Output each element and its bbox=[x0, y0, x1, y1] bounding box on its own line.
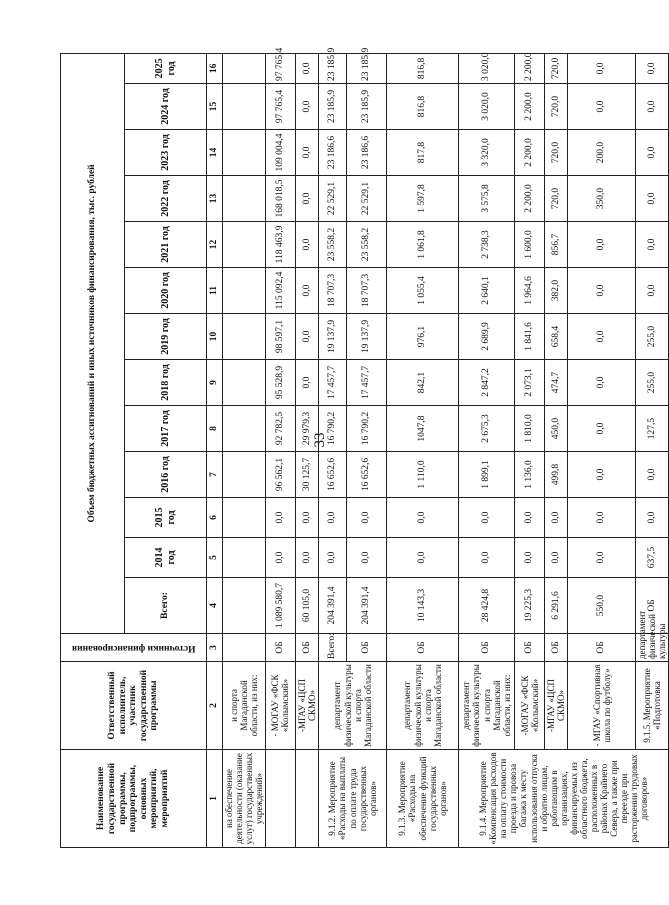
year-value-cell: 0,0 bbox=[459, 498, 515, 538]
program-name-cell: 9.1.4. Мероприятие «Компенсация расходов на оплату стоимости проезда и провоза багажа к месту использования отпуска и обратно лицам, работающим в организациях, финансируемых из областного бюджета, расположенных в районах Крайнего Севера, а также при переезде при расторжении трудовых договоров» bbox=[459, 750, 669, 848]
year-value-cell bbox=[222, 406, 265, 452]
table-row bbox=[265, 53, 295, 847]
year-value-cell: 96 562,1 bbox=[265, 452, 295, 498]
year-value-cell: 0,0 bbox=[295, 176, 318, 222]
year-value-cell: 499,8 bbox=[545, 452, 568, 498]
total-value-cell: 6 291,6 bbox=[545, 578, 568, 634]
year-value-cell: 0,0 bbox=[295, 53, 318, 83]
year-value-cell: 1 964,6 bbox=[515, 268, 545, 314]
funding-source-cell: ОБ bbox=[295, 634, 318, 662]
year-value-cell: 0,0 bbox=[319, 498, 347, 538]
year-value-cell: 720,0 bbox=[545, 130, 568, 176]
executor-cell: -МОГАУ «ФСК «Колымский» bbox=[515, 662, 545, 750]
year-value-cell: 0,0 bbox=[295, 268, 318, 314]
column-number: 9 bbox=[207, 360, 223, 406]
funding-source-cell: Всего: bbox=[319, 634, 347, 662]
year-value-cell bbox=[222, 268, 265, 314]
year-value-cell: 0,0 bbox=[636, 498, 669, 538]
year-value-cell: 95 528,9 bbox=[265, 360, 295, 406]
year-value-cell: 0,0 bbox=[636, 53, 669, 83]
funding-source-cell: ОБ bbox=[545, 634, 568, 662]
year-value-cell: 0,0 bbox=[568, 406, 636, 452]
year-value-cell: 109 004,4 bbox=[265, 130, 295, 176]
total-value-cell: 204 391,4 bbox=[319, 578, 347, 634]
year-value-cell: 0,0 bbox=[295, 538, 318, 578]
year-value-cell: 350,0 bbox=[568, 176, 636, 222]
year-value-cell: 0,0 bbox=[636, 84, 669, 130]
year-value-cell: 3 020,0 bbox=[459, 53, 515, 83]
year-value-cell: 23 558,2 bbox=[347, 222, 387, 268]
year-value-cell: 16 652,6 bbox=[319, 452, 347, 498]
year-value-cell: 0,0 bbox=[636, 130, 669, 176]
year-value-cell: 1 600,0 bbox=[515, 222, 545, 268]
header-year: 2024 год bbox=[125, 84, 207, 130]
total-value-cell: 28 424,8 bbox=[459, 578, 515, 634]
year-value-cell: 0,0 bbox=[319, 538, 347, 578]
year-value-cell: 450,0 bbox=[545, 406, 568, 452]
program-name-cell bbox=[265, 750, 295, 848]
year-value-cell: 23 185,9 bbox=[319, 53, 347, 83]
year-value-cell: 3 575,8 bbox=[459, 176, 515, 222]
total-value-cell: 10 143,3 bbox=[387, 578, 459, 634]
year-value-cell: 816,8 bbox=[387, 84, 459, 130]
year-value-cell: 2 200,0 bbox=[515, 176, 545, 222]
column-number: 13 bbox=[207, 176, 223, 222]
year-value-cell: 23 558,2 bbox=[319, 222, 347, 268]
executor-cell: департамент физической культуры и спорта Магаданской области bbox=[387, 662, 459, 750]
year-value-cell bbox=[222, 176, 265, 222]
header-program-name: Наименование государственной программы, подпрограммы, основных мероприятий, мероприятий bbox=[61, 750, 207, 848]
table-body bbox=[222, 47, 669, 847]
year-value-cell: 1 055,4 bbox=[387, 268, 459, 314]
year-value-cell: 115 092,4 bbox=[265, 268, 295, 314]
executor-cell: - МГАУ «Спортивная школа по футболу» bbox=[568, 662, 636, 750]
year-value-cell: 0,0 bbox=[515, 538, 545, 578]
column-number: 1 bbox=[207, 750, 223, 848]
year-value-cell: 2 675,3 bbox=[459, 406, 515, 452]
header-year: 2025 год bbox=[125, 53, 207, 83]
funding-source-cell: ОБ bbox=[636, 578, 669, 634]
funding-source-cell: ОБ bbox=[515, 634, 545, 662]
header-year: 2016 год bbox=[125, 452, 207, 498]
year-value-cell: 0,0 bbox=[515, 498, 545, 538]
year-value-cell: 23 186,6 bbox=[347, 130, 387, 176]
total-value-cell: 1 089 580,7 bbox=[265, 578, 295, 634]
table-row bbox=[515, 53, 545, 847]
executor-cell: - МОГАУ «ФСК «Колымский» bbox=[265, 662, 295, 750]
executor-cell: -МГАУ «ЦСП СКМО» bbox=[295, 662, 318, 750]
column-number: 7 bbox=[207, 452, 223, 498]
year-value-cell: 2 847,2 bbox=[459, 360, 515, 406]
header-year: 2015 год bbox=[125, 498, 207, 538]
year-value-cell: 2 200,0 bbox=[515, 84, 545, 130]
year-value-cell: 1 597,8 bbox=[387, 176, 459, 222]
year-value-cell bbox=[222, 53, 265, 83]
year-value-cell: 3 320,0 bbox=[459, 130, 515, 176]
year-value-cell: 2 073,1 bbox=[515, 360, 545, 406]
column-number-row bbox=[207, 53, 223, 847]
year-value-cell: 0,0 bbox=[347, 538, 387, 578]
funding-source-cell: ОБ bbox=[459, 634, 515, 662]
funding-source-cell: ОБ bbox=[568, 634, 636, 662]
year-value-cell: 0,0 bbox=[295, 130, 318, 176]
year-value-cell: 118 463,9 bbox=[265, 222, 295, 268]
header-funding-source bbox=[61, 634, 207, 662]
executor-cell: и спорта Магаданской области, из них: bbox=[222, 662, 265, 750]
column-number: 15 bbox=[207, 84, 223, 130]
program-name-cell bbox=[295, 750, 318, 848]
year-value-cell: 0,0 bbox=[568, 222, 636, 268]
year-value-cell: 168 018,5 bbox=[265, 176, 295, 222]
header-funding-source-text: Источники финансирования bbox=[71, 642, 196, 653]
year-value-cell: 2 738,3 bbox=[459, 222, 515, 268]
funding-source-cell bbox=[222, 634, 265, 662]
year-value-cell bbox=[222, 84, 265, 130]
year-value-cell: 0,0 bbox=[265, 498, 295, 538]
year-value-cell: 0,0 bbox=[636, 452, 669, 498]
column-number: 8 bbox=[207, 406, 223, 452]
year-value-cell: 2 200,0 bbox=[515, 53, 545, 83]
year-value-cell: 23 185,9 bbox=[319, 84, 347, 130]
year-value-cell bbox=[222, 222, 265, 268]
year-value-cell: 0,0 bbox=[265, 538, 295, 578]
year-value-cell: 0,0 bbox=[295, 84, 318, 130]
column-number: 2 bbox=[207, 662, 223, 750]
year-value-cell: 0,0 bbox=[295, 498, 318, 538]
year-value-cell: 22 529,1 bbox=[347, 176, 387, 222]
year-value-cell: 16 790,2 bbox=[319, 406, 347, 452]
executor-cell: департамент физической культуры и спорта Магаданской области, из них: bbox=[459, 662, 515, 750]
column-number: 11 bbox=[207, 268, 223, 314]
total-value-cell: 637,5 bbox=[636, 538, 669, 578]
year-value-cell: 23 185,9 bbox=[347, 53, 387, 83]
year-value-cell: 0,0 bbox=[459, 538, 515, 578]
year-value-cell: 200,0 bbox=[568, 130, 636, 176]
header-year: 2017 год bbox=[125, 406, 207, 452]
year-value-cell: 0,0 bbox=[568, 84, 636, 130]
year-value-cell: 23 185,9 bbox=[347, 84, 387, 130]
column-number: 4 bbox=[207, 578, 223, 634]
column-number: 14 bbox=[207, 130, 223, 176]
year-value-cell: 0,0 bbox=[545, 538, 568, 578]
page-number: 33 bbox=[312, 432, 328, 448]
year-value-cell: 382,0 bbox=[545, 268, 568, 314]
year-value-cell bbox=[222, 538, 265, 578]
table-row bbox=[295, 53, 318, 847]
year-value-cell: 97 765,4 bbox=[265, 84, 295, 130]
table-row bbox=[222, 53, 265, 847]
year-value-cell: 16 790,2 bbox=[347, 406, 387, 452]
column-number: 5 bbox=[207, 538, 223, 578]
column-number: 3 bbox=[207, 634, 223, 662]
column-number: 6 bbox=[207, 498, 223, 538]
executor-cell: департамент физической культуры bbox=[636, 634, 669, 662]
year-value-cell: 0,0 bbox=[568, 498, 636, 538]
year-value-cell: 0,0 bbox=[568, 53, 636, 83]
year-value-cell: 22 529,1 bbox=[319, 176, 347, 222]
year-value-cell: 23 186,6 bbox=[319, 130, 347, 176]
header-year: 2023 год bbox=[125, 130, 207, 176]
year-value-cell: 16 652,6 bbox=[347, 452, 387, 498]
header-budget-group: Объем бюджетных ассигнований и иных источников финансирования, тыс. рублей bbox=[61, 53, 125, 633]
year-value-cell: 17 457,7 bbox=[347, 360, 387, 406]
year-value-cell: 19 137,9 bbox=[319, 314, 347, 360]
year-value-cell bbox=[222, 498, 265, 538]
program-name-cell: 9.1.5. Мероприятие «Подготовка bbox=[636, 662, 669, 750]
year-value-cell: 720,0 bbox=[545, 53, 568, 83]
year-value-cell: 0,0 bbox=[295, 314, 318, 360]
year-value-cell: 17 457,7 bbox=[319, 360, 347, 406]
year-value-cell: 1 136,0 bbox=[515, 452, 545, 498]
financing-table bbox=[60, 47, 669, 848]
header-executor: Ответственный исполнитель, участник государственной программы bbox=[61, 662, 207, 750]
column-number: 16 bbox=[207, 53, 223, 83]
program-name-cell: 9.1.3. Мероприятие «Расходы на обеспечение функций государственных органов» bbox=[387, 750, 459, 848]
year-value-cell: 2 689,9 bbox=[459, 314, 515, 360]
year-value-cell: 817,8 bbox=[387, 130, 459, 176]
year-value-cell: 1 110,0 bbox=[387, 452, 459, 498]
table-row bbox=[636, 53, 669, 847]
year-value-cell: 816,8 bbox=[387, 53, 459, 83]
funding-source-cell: ОБ bbox=[265, 634, 295, 662]
year-value-cell: 0,0 bbox=[568, 314, 636, 360]
year-value-cell: 0,0 bbox=[387, 538, 459, 578]
header-year: 2018 год bbox=[125, 360, 207, 406]
funding-source-cell: ОБ bbox=[347, 634, 387, 662]
year-value-cell: 30 125,7 bbox=[295, 452, 318, 498]
year-value-cell: 0,0 bbox=[295, 360, 318, 406]
total-value-cell: 204 391,4 bbox=[347, 578, 387, 634]
header-year: 2019 год bbox=[125, 314, 207, 360]
year-value-cell: 92 782,5 bbox=[265, 406, 295, 452]
year-value-cell bbox=[222, 130, 265, 176]
year-value-cell bbox=[222, 360, 265, 406]
header-year: 2014 год bbox=[125, 538, 207, 578]
year-value-cell: 19 137,9 bbox=[347, 314, 387, 360]
column-number: 12 bbox=[207, 222, 223, 268]
total-value-cell: 550,0 bbox=[568, 578, 636, 634]
year-value-cell: 976,1 bbox=[387, 314, 459, 360]
rotated-table-sheet bbox=[60, 47, 668, 848]
funding-source-cell: ОБ bbox=[387, 634, 459, 662]
year-value-cell: 255,0 bbox=[636, 360, 669, 406]
year-value-cell: 0,0 bbox=[568, 360, 636, 406]
year-value-cell: 0,0 bbox=[636, 176, 669, 222]
year-value-cell: 842,1 bbox=[387, 360, 459, 406]
total-value-cell: 19 225,3 bbox=[515, 578, 545, 634]
year-value-cell: 3 020,0 bbox=[459, 84, 515, 130]
year-value-cell: 1047,8 bbox=[387, 406, 459, 452]
year-value-cell: 474,7 bbox=[545, 360, 568, 406]
year-value-cell: 0,0 bbox=[636, 268, 669, 314]
executor-cell: -МГАУ «ЦСП СКМО» bbox=[545, 662, 568, 750]
header-year: 2020 год bbox=[125, 268, 207, 314]
year-value-cell: 0,0 bbox=[568, 452, 636, 498]
year-value-cell: 0,0 bbox=[347, 498, 387, 538]
table-row bbox=[459, 53, 515, 847]
year-value-cell: 29 979,3 bbox=[295, 406, 318, 452]
year-value-cell bbox=[222, 314, 265, 360]
year-value-cell: 720,0 bbox=[545, 176, 568, 222]
year-value-cell: 1 841,6 bbox=[515, 314, 545, 360]
year-value-cell: 0,0 bbox=[545, 498, 568, 538]
year-value-cell: 0,0 bbox=[295, 222, 318, 268]
year-value-cell: 18 707,3 bbox=[347, 268, 387, 314]
year-value-cell: 97 765,4 bbox=[265, 53, 295, 83]
year-value-cell: 0,0 bbox=[568, 268, 636, 314]
table-row bbox=[545, 53, 568, 847]
year-value-cell bbox=[222, 452, 265, 498]
year-value-cell: 98 597,1 bbox=[265, 314, 295, 360]
year-value-cell: 658,4 bbox=[545, 314, 568, 360]
header-year: 2021 год bbox=[125, 222, 207, 268]
year-value-cell: 0,0 bbox=[387, 498, 459, 538]
table-row bbox=[319, 53, 347, 847]
year-value-cell: 2 640,1 bbox=[459, 268, 515, 314]
year-value-cell: 127,5 bbox=[636, 406, 669, 452]
table-row bbox=[387, 53, 459, 847]
total-value-cell: 60 105,0 bbox=[295, 578, 318, 634]
header-total: Всего: bbox=[125, 578, 207, 634]
year-value-cell: 1 810,0 bbox=[515, 406, 545, 452]
year-value-cell: 720,0 bbox=[545, 84, 568, 130]
program-name-cell: на обеспечение деятельности (оказание услуг) государственных учреждений» bbox=[222, 750, 265, 848]
total-value-cell bbox=[222, 578, 265, 634]
year-value-cell: 2 200,0 bbox=[515, 130, 545, 176]
column-number: 10 bbox=[207, 314, 223, 360]
year-value-cell: 856,7 bbox=[545, 222, 568, 268]
executor-cell: департамент физической культуры и спорта Магаданской области bbox=[319, 662, 387, 750]
header-year: 2022 год bbox=[125, 176, 207, 222]
year-value-cell: 1 061,8 bbox=[387, 222, 459, 268]
year-value-cell: 18 707,3 bbox=[319, 268, 347, 314]
year-value-cell: 0,0 bbox=[568, 538, 636, 578]
year-value-cell: 0,0 bbox=[636, 222, 669, 268]
program-name-cell: 9.1.2. Мероприятие «Расходы на выплаты по оплате труда государственных органов» bbox=[319, 750, 387, 848]
year-value-cell: 255,0 bbox=[636, 314, 669, 360]
year-value-cell: 1 899,1 bbox=[459, 452, 515, 498]
table-row bbox=[568, 53, 636, 847]
